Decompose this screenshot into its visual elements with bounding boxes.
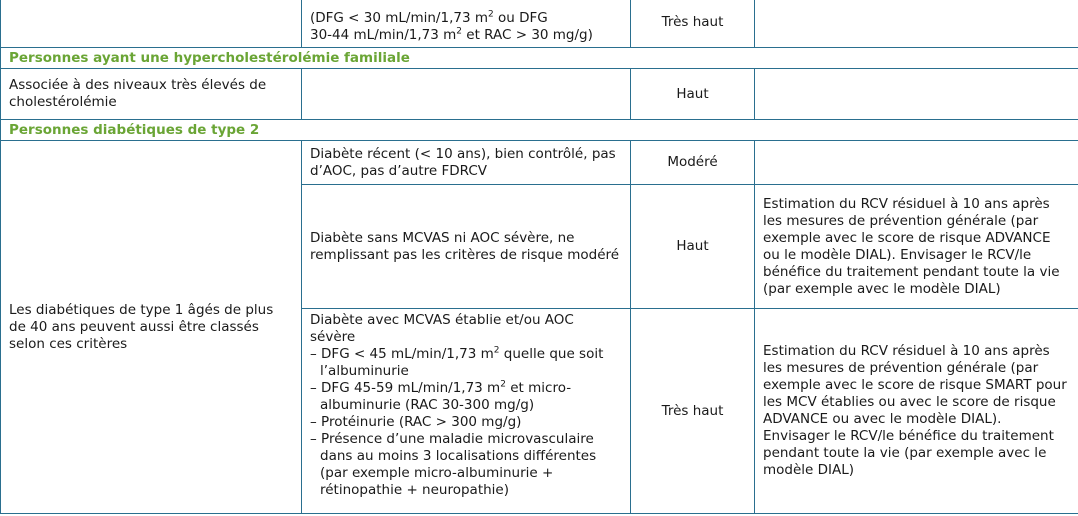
cell-recommendation: [755, 69, 1078, 120]
criteria-heading: Diabète avec MCVAS établie et/ou AOC sévère: [310, 312, 574, 345]
table-row: [1, 69, 1078, 120]
criteria-item: – DFG < 45 mL/min/1,73 $m^2$ quelle que soit l’albuminurie: [310, 345, 604, 379]
cell-risk-level: Très haut: [631, 309, 755, 514]
criteria-item: – Protéinurie (RAC > 300 mg/g): [310, 414, 522, 430]
cell-criteria: (DFG < 30 mL/min/1,73 $m^2$ ou DFG 30-44 mL/min/1,73 $m^2$ et RAC > 30 mg/g): [302, 0, 631, 48]
cell-risk-level: Haut: [631, 185, 755, 309]
table-row: [1, 141, 1078, 185]
cell-recommendation: Estimation du RCV résiduel à 10 ans après les mesures de prévention générale (par exemple avec le score de risque ADVANCE ou le modèle DIAL). Envisager le RCV/le bénéfice du traitement pendant toute la vie (par exemple avec le modèle DIAL): [755, 185, 1078, 309]
cell-criteria: [302, 309, 631, 514]
cell-risk-level: Modéré: [631, 141, 755, 185]
table-row: [1, 0, 1078, 48]
cell-population: [1, 0, 302, 48]
section-header: [1, 48, 1078, 69]
cell-criteria: [302, 69, 631, 120]
cell-criteria: Diabète sans MCVAS ni AOC sévère, ne remplissant pas les critères de risque modéré: [302, 185, 631, 309]
cell-risk-level: Très haut: [631, 0, 755, 48]
cell-recommendation: [755, 0, 1078, 48]
cell-criteria: Diabète récent (< 10 ans), bien contrôlé, pas d’AOC, pas d’autre FDRCV: [302, 141, 631, 185]
section-header: [1, 120, 1078, 141]
cell-population-merged: Les diabétiques de type 1 âgés de plus de 40 ans peuvent aussi être classés selon ces critères: [1, 141, 302, 514]
cell-population: Associée à des niveaux très élevés de cholestérolémie: [1, 69, 302, 120]
cell-recommendation: [755, 141, 1078, 185]
criteria-item: – DFG 45-59 mL/min/1,73 $m^2$ et micro-albuminurie (RAC 30-300 mg/g): [310, 379, 572, 413]
cell-recommendation: Estimation du RCV résiduel à 10 ans après les mesures de prévention générale (par exemple avec le score de risque SMART pour les MCV établies ou avec le score de risque ADVANCE ou avec le modèle DIAL). Envisager le RCV/le bénéfice du traitement pendant toute la vie (par exemple avec le modèle DIAL): [755, 309, 1078, 514]
section-title-diabetes: Personnes diabétiques de type 2: [1, 120, 1078, 141]
cell-risk-level: Haut: [631, 69, 755, 120]
section-title-hypercholesterolemia: Personnes ayant une hypercholestérolémie familiale: [1, 48, 1078, 69]
criteria-item: – Présence d’une maladie microvasculaire dans au moins 3 localisations différentes (par exemple micro-albuminurie + rétinopathie + neuropathie): [310, 431, 597, 498]
